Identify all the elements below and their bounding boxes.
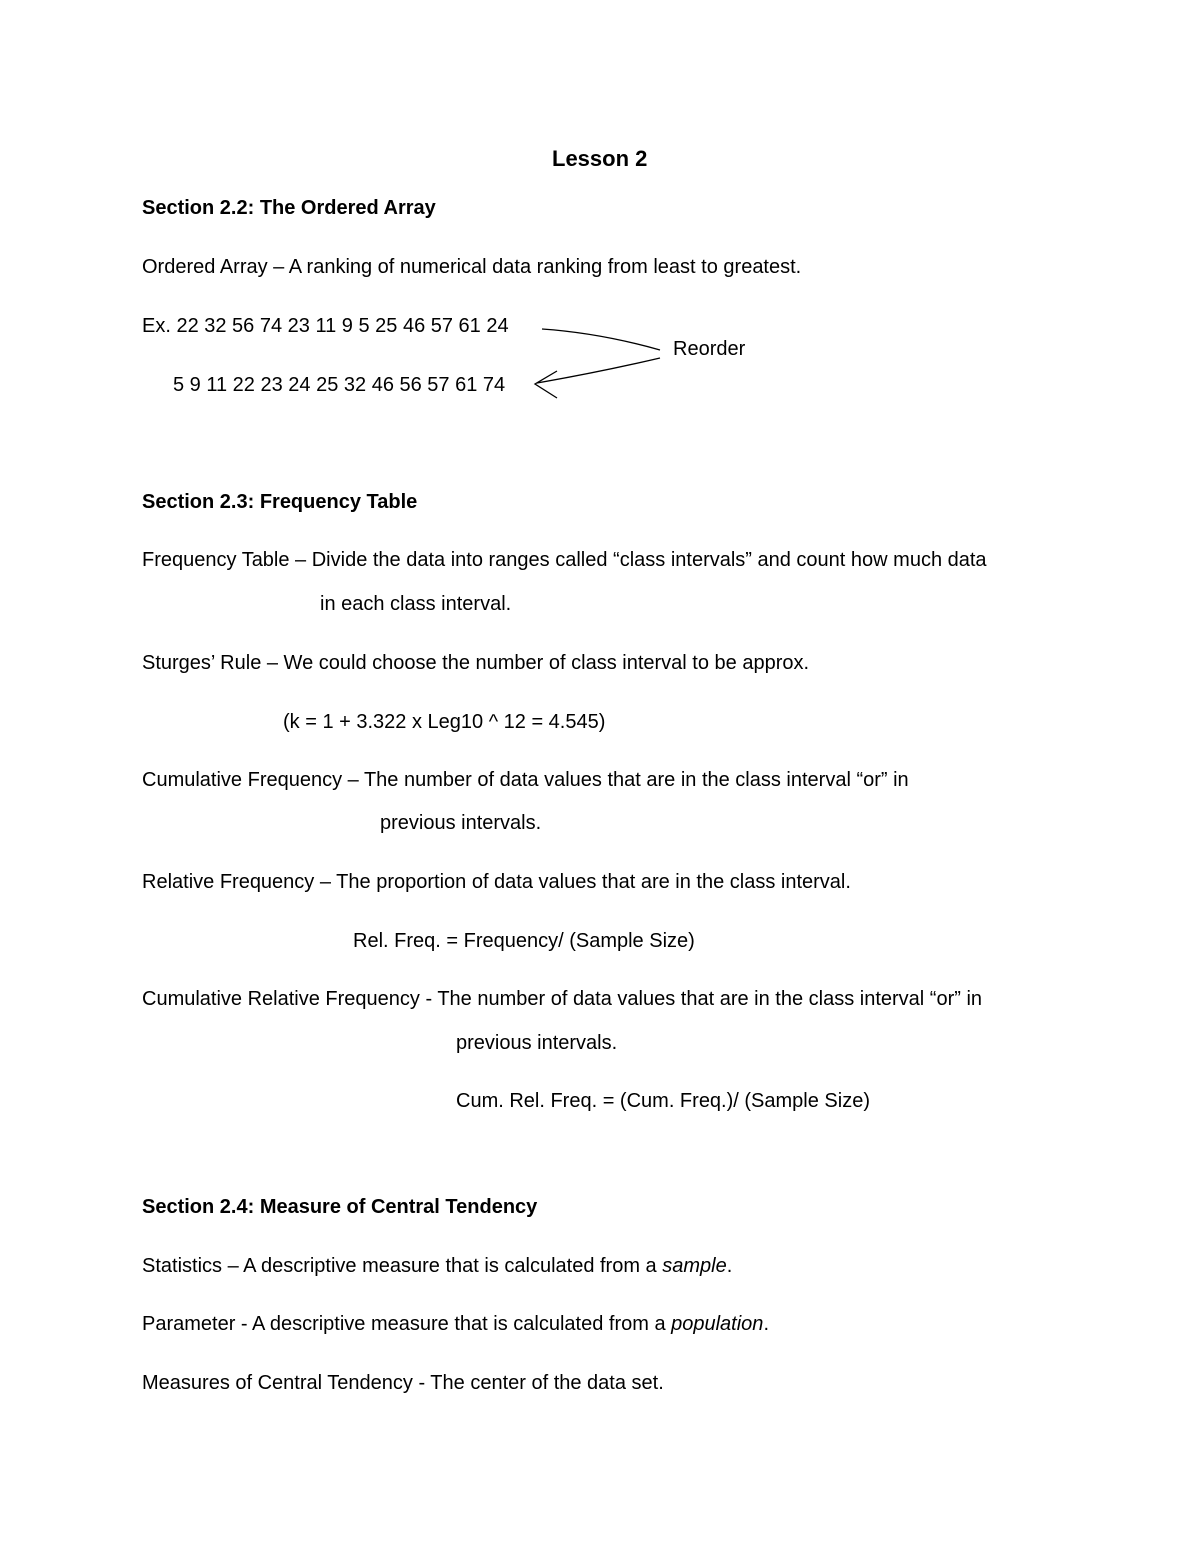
cumulative-frequency-definition-line1: Cumulative Frequency – The number of data values that are in the class interval “or” in [142,769,909,791]
cumulative-relative-frequency-definition-line1: Cumulative Relative Frequency - The number of data values that are in the class interval “or” in [142,988,983,1010]
section-2-2-heading: Section 2.2: The Ordered Array [142,197,436,219]
parameter-emphasis-population: population [671,1313,764,1335]
reorder-label: Reorder [673,338,746,360]
parameter-definition-text: Parameter - A descriptive measure that is calculated from a [142,1313,672,1335]
cumulative-relative-frequency-formula: Cum. Rel. Freq. = (Cum. Freq.)/ (Sample Size) [456,1090,870,1112]
example-unsorted-data: Ex. 22 32 56 74 23 11 9 5 25 46 57 61 24 [142,315,509,337]
statistics-emphasis-sample: sample [662,1255,727,1277]
section-2-3-heading: Section 2.3: Frequency Table [142,491,418,513]
frequency-table-definition-line1: Frequency Table – Divide the data into ranges called “class intervals” and count how much data [142,549,987,571]
sturges-rule-definition: Sturges’ Rule – We could choose the number of class interval to be approx. [142,652,810,674]
frequency-table-definition-line2: in each class interval. [320,593,512,615]
relative-frequency-formula: Rel. Freq. = Frequency/ (Sample Size) [353,930,695,952]
section-2-4-heading: Section 2.4: Measure of Central Tendency [142,1196,538,1218]
statistics-definition-period: . [726,1255,733,1277]
relative-frequency-definition: Relative Frequency – The proportion of data values that are in the class interval. [142,871,851,893]
statistics-definition-text: Statistics – A descriptive measure that is calculated from a [142,1255,663,1277]
cumulative-frequency-definition-line2: previous intervals. [380,812,542,834]
parameter-definition-period: . [763,1313,769,1335]
sturges-formula: (k = 1 + 3.322 x Leg10 ^ 12 = 4.545) [283,711,606,733]
reorder-arrow-lower-line [537,358,660,383]
statistics-definition [142,1256,732,1276]
lesson-title: Lesson 2 [552,146,648,171]
reorder-arrow-head [535,371,557,398]
reorder-arrow-upper-line [542,329,660,350]
example-sorted-data: 5 9 11 22 23 24 25 32 46 56 57 61 74 [173,374,506,396]
parameter-definition [142,1314,769,1334]
ordered-array-definition: Ordered Array – A ranking of numerical data ranking from least to greatest. [142,256,802,278]
cumulative-relative-frequency-definition-line2: previous intervals. [456,1032,618,1054]
central-tendency-definition: Measures of Central Tendency - The center of the data set. [142,1372,664,1394]
